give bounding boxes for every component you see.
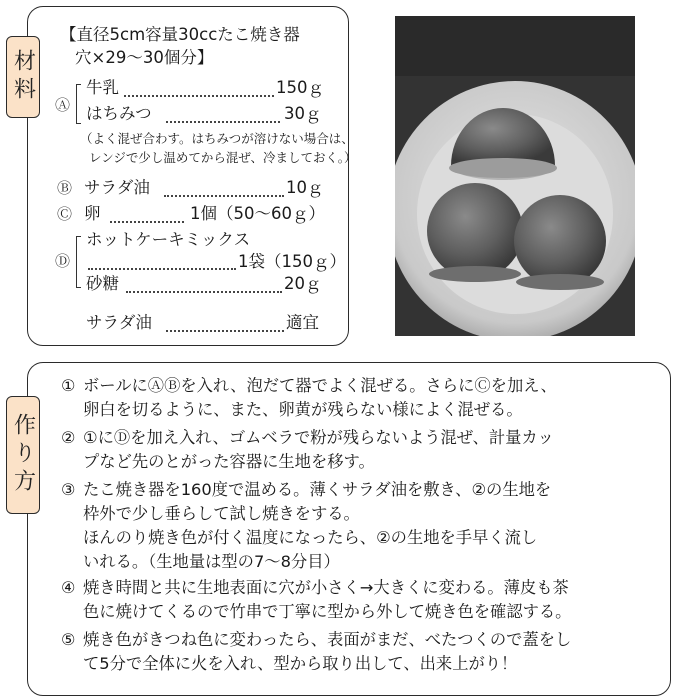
step-text: 焼き色がきつね色に変わったら、表面がまだ、べたつくので蓋をし	[83, 630, 572, 649]
ingredient-name: はちみつ	[86, 104, 152, 123]
step-number: ⑤	[61, 630, 76, 649]
ingredient-amount: 150ｇ	[276, 78, 324, 97]
group-d-marker: Ⓓ	[55, 252, 71, 270]
ingredient-name: 牛乳	[86, 78, 119, 97]
step-text: ほんのり焼き色が付く温度になったら、②の生地を手早く流し	[83, 528, 538, 547]
ingredient-amount: 10ｇ	[286, 178, 324, 197]
ingredient-name: サラダ油	[86, 313, 152, 332]
ingredient-name: 砂糖	[86, 274, 119, 293]
step-text: て5分で全体に火を入れ、型から取り出して、出来上がり！	[83, 654, 518, 673]
ingredients-header-line1: 【直径5cm容量30ccたこ焼き器	[60, 25, 300, 44]
ingredients-tab-label: 材料	[6, 36, 40, 118]
group-b-marker: Ⓑ	[57, 179, 73, 197]
leader-dots	[166, 330, 284, 332]
group-a-marker: Ⓐ	[55, 96, 71, 114]
leader-dots	[124, 95, 274, 97]
ingredient-amount: 30ｇ	[284, 104, 322, 123]
step-text: いれる。（生地量は型の7〜8分目）	[83, 552, 340, 571]
leader-dots	[110, 221, 184, 223]
step-text: ①にⒹを加え入れ、ゴムベラで粉が残らないよう混ぜ、計量カッ	[83, 428, 554, 447]
leader-dots	[88, 268, 236, 270]
ingredient-name: 卵	[84, 204, 101, 223]
step-number: ②	[61, 428, 76, 447]
ingredient-name: サラダ油	[84, 178, 150, 197]
group-a-note-line2: レンジで少し温めてから混ぜ、冷ましておく。）	[89, 150, 357, 165]
ingredient-amount: 1個（50〜60ｇ）	[190, 204, 325, 223]
ingredient-amount: 適宜	[286, 313, 319, 332]
step-text: 色に焼けてくるので竹串で丁寧に型から外して焼き色を確認する。	[83, 602, 572, 621]
pancake-balls-image	[395, 16, 635, 336]
ingredients-header-line2: 穴×29〜30個分】	[75, 48, 214, 67]
group-c-marker: Ⓒ	[57, 205, 73, 223]
leader-dots	[166, 121, 280, 123]
leader-dots	[164, 195, 284, 197]
ingredient-name: ホットケーキミックス	[86, 230, 251, 249]
step-text: ボールにⒶⒷを入れ、泡だて器でよく混ぜる。さらにⒸを加え、	[83, 376, 557, 395]
group-a-note-line1: （よく混ぜ合わす。はちみつが溶けない場合は、	[80, 131, 354, 146]
step-text: 焼き時間と共に生地表面に穴が小さく→大きくに変わる。薄皮も茶	[83, 578, 569, 597]
ingredient-amount: 20ｇ	[284, 274, 322, 293]
step-number: ④	[61, 578, 76, 597]
ingredient-amount: 1袋（150ｇ）	[238, 252, 346, 271]
group-d-bracket	[76, 236, 81, 288]
group-a-bracket	[76, 84, 81, 124]
step-text: プなど先のとがった容器に生地を移す。	[83, 452, 375, 471]
product-photo	[395, 16, 635, 336]
method-tab-label: 作り方	[6, 396, 40, 514]
step-number: ①	[61, 376, 76, 395]
step-text: 卵白を切るように、また、卵黄が残らない様によく混ぜる。	[83, 400, 523, 419]
leader-dots	[126, 291, 282, 293]
step-text: たこ焼き器を160度で温める。薄くサラダ油を敷き、②の生地を	[83, 480, 552, 499]
step-text: 枠外で少し垂らして試し焼きをする。	[83, 504, 360, 523]
step-number: ③	[61, 480, 76, 499]
